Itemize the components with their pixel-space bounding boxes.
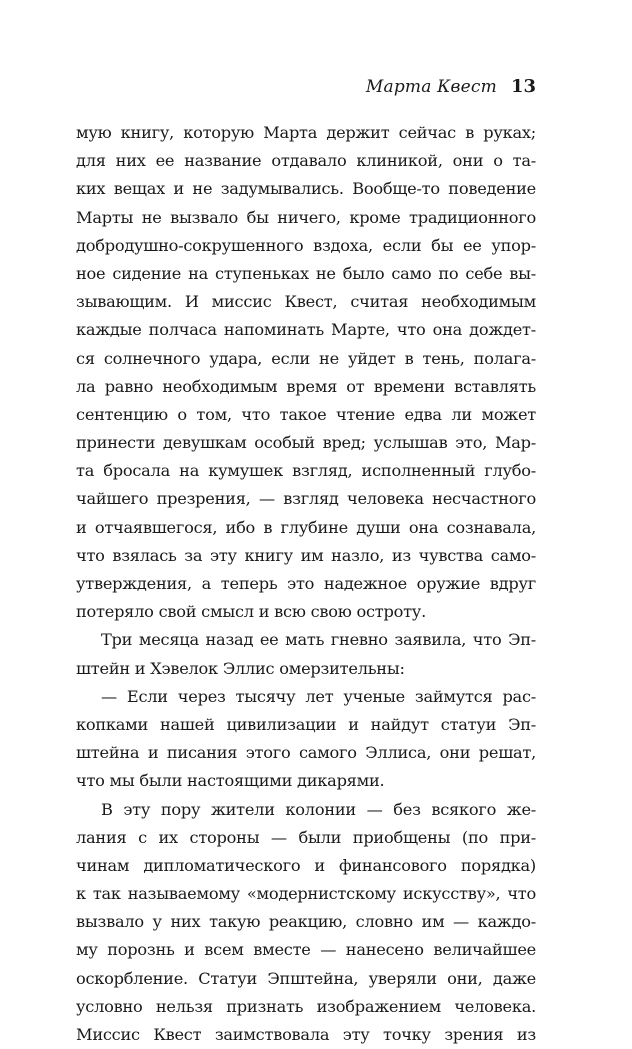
running-title: Марта Квест <box>366 77 497 97</box>
text-line: Марты не вызвало бы ничего, кроме традиционного <box>76 204 536 232</box>
text-line: та бросала на кумушек взгляд, исполненный глубо- <box>76 457 536 485</box>
text-line: копками нашей цивилизации и найдут статуи Эп- <box>76 711 536 739</box>
text-line: чинам дипломатического и финансового порядка) <box>76 852 536 880</box>
text-line: условно нельзя признать изображением человека. <box>76 993 536 1021</box>
text-line: добродушно-сокрушенного вздоха, если бы ее упор- <box>76 232 536 260</box>
text-line: лания с их стороны — были приобщены (по при- <box>76 824 536 852</box>
text-line: принести девушкам особый вред; услышав это, Мар- <box>76 429 536 457</box>
text-line: ся солнечного удара, если не уйдет в тень, полага- <box>76 345 536 373</box>
text-line: мую книгу, которую Марта держит сейчас в руках; <box>76 119 536 147</box>
text-line: для них ее название отдавало клиникой, они о та- <box>76 147 536 175</box>
text-line: — Если через тысячу лет ученые займутся рас- <box>76 683 536 711</box>
text-line: му порознь и всем вместе — нанесено величайшее <box>76 936 536 964</box>
body-text <box>76 119 536 1049</box>
paragraph <box>76 683 536 796</box>
text-line: ное сидение на ступеньках не было само по себе вы- <box>76 260 536 288</box>
paragraph <box>76 796 536 1049</box>
text-line: Миссис Квест заимствовала эту точку зрения из <box>76 1021 536 1049</box>
text-line: ких вещах и не задумывались. Вообще-то поведение <box>76 175 536 203</box>
text-line: вызвало у них такую реакцию, словно им — каждо- <box>76 908 536 936</box>
text-line: штейна и писания этого самого Эллиса, они решат, <box>76 739 536 767</box>
text-line: чайшего презрения, — взгляд человека несчастного <box>76 485 536 513</box>
text-line: сентенцию о том, что такое чтение едва ли может <box>76 401 536 429</box>
text-line: к так называемому «модернистскому искусству», что <box>76 880 536 908</box>
text-line: каждые полчаса напоминать Марте, что она дождет- <box>76 316 536 344</box>
text-line: В эту пору жители колонии — без всякого же- <box>76 796 536 824</box>
text-line: что взялась за эту книгу им назло, из чувства само- <box>76 542 536 570</box>
text-line: Три месяца назад ее мать гневно заявила, что Эп- <box>76 626 536 654</box>
paragraph <box>76 626 536 682</box>
text-line: что мы были настоящими дикарями. <box>76 767 536 795</box>
running-head <box>76 76 536 102</box>
text-line: и отчаявшегося, ибо в глубине души она сознавала, <box>76 514 536 542</box>
page-number: 13 <box>511 76 536 97</box>
paragraph <box>76 119 536 626</box>
text-line: утверждения, а теперь это надежное оружие вдруг <box>76 570 536 598</box>
text-line: потеряло свой смысл и всю свою остроту. <box>76 598 536 626</box>
text-line: оскорбление. Статуи Эпштейна, уверяли они, даже <box>76 965 536 993</box>
text-line: ла равно необходимым время от времени вставлять <box>76 373 536 401</box>
text-line: штейн и Хэвелок Эллис омерзительны: <box>76 655 536 683</box>
text-line: зывающим. И миссис Квест, считая необходимым <box>76 288 536 316</box>
